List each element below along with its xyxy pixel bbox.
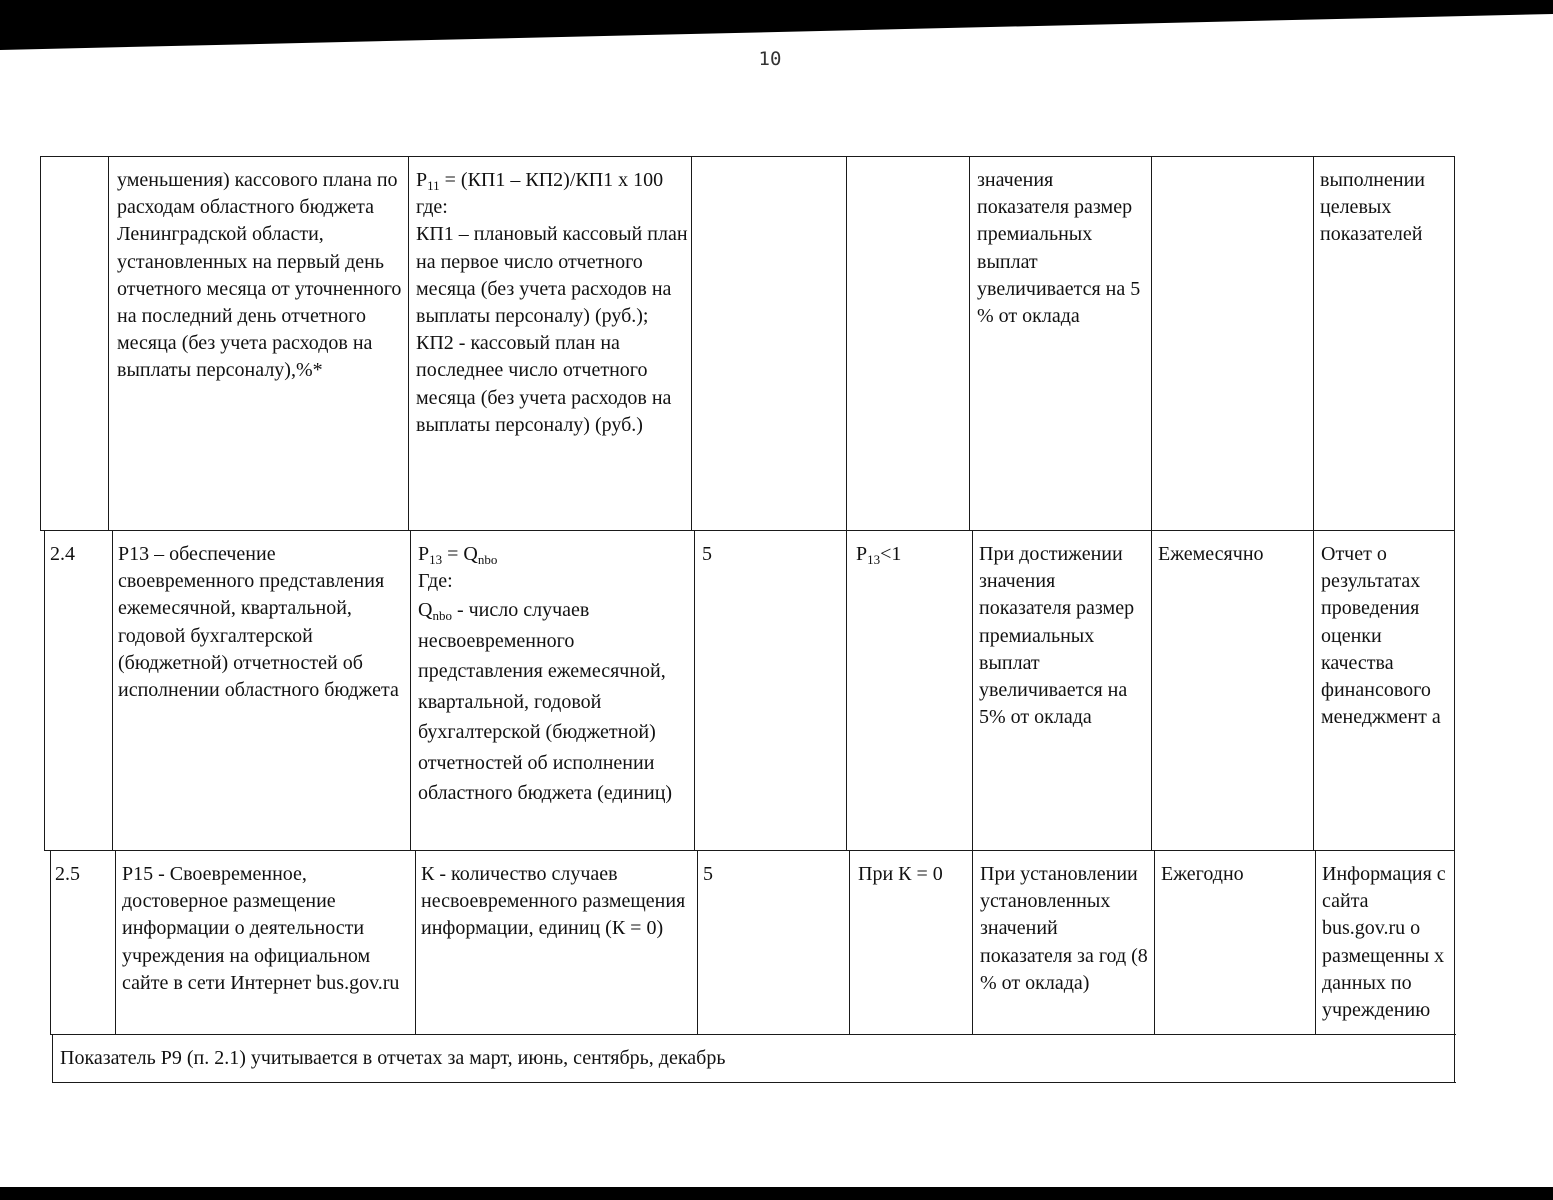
row2-formula-where: Где: bbox=[418, 570, 453, 592]
table-line bbox=[112, 530, 113, 850]
row3-condition-cell: При К = 0 bbox=[858, 863, 943, 885]
row1-formula-where: где: bbox=[416, 196, 448, 219]
table-line bbox=[849, 850, 850, 1034]
row1-indicator-cell: уменьшения) кассового плана по расходам областного бюджета Ленинградской области, установленных на первый день отчетного месяца от уточненного на последний день отчетного месяца (без учета расходов на выплаты персоналу),%* bbox=[117, 169, 402, 382]
table-line bbox=[50, 1034, 1456, 1035]
row1-premium-cell: значения показателя размер премиальных выплат увеличивается на 5 % от оклада bbox=[977, 169, 1141, 328]
row1-formula-kp2: КП2 - кассовый план на последнее число отчетного месяца (без учета расходов на выплаты персоналу) (руб.) bbox=[416, 332, 672, 436]
row3-weight-cell: 5 bbox=[703, 863, 713, 885]
row3-indicator-cell: Р15 - Своевременное, достоверное размещение информации о деятельности учреждения на официальном сайте в сети Интернет bus.gov.ru bbox=[122, 863, 400, 994]
table-line bbox=[40, 530, 1455, 531]
table-line bbox=[108, 156, 109, 530]
row2-weight-cell: 5 bbox=[702, 543, 712, 565]
table-line bbox=[52, 1034, 53, 1082]
row2-formula-cell bbox=[418, 541, 693, 809]
table-line bbox=[694, 530, 695, 850]
row1-source-cell: выполнении целевых показателей bbox=[1320, 169, 1425, 246]
table-line bbox=[50, 850, 51, 1034]
row2-source-cell: Отчет о результатах проведения оценки качества финансового менеджмент а bbox=[1321, 543, 1441, 729]
table-line bbox=[410, 530, 411, 850]
row3-formula-cell: К - количество случаев несвоевременного размещения информации, единиц (К = 0) bbox=[421, 863, 686, 940]
table-line bbox=[52, 1082, 1456, 1083]
table-line bbox=[969, 156, 970, 530]
row3-source-cell: Информация с сайта bus.gov.ru о размещенны х данных по учреждению bbox=[1322, 863, 1446, 1022]
row2-condition-cell: $P_{13}<1$ bbox=[856, 543, 902, 567]
row1-formula-kp1: КП1 – плановый кассовый план на первое число отчетного месяца (без учета расходов на выплаты персоналу) (руб.); bbox=[416, 223, 688, 328]
row3-premium-cell: При установлении установленных значений показателя за год (8 % от оклада) bbox=[980, 863, 1148, 994]
table-line bbox=[415, 850, 416, 1034]
table-line bbox=[40, 156, 41, 530]
row2-period-cell: Ежемесячно bbox=[1158, 543, 1264, 565]
table-line bbox=[40, 156, 1455, 157]
row2-premium-cell: При достижении значения показателя размер премиальных выплат увеличивается на 5% от оклада bbox=[979, 543, 1135, 729]
row2-indicator-cell: Р13 – обеспечение своевременного представления ежемесячной, квартальной, годовой бухгалтерской (бюджетной) отчетностей об исполнении областного бюджета bbox=[118, 543, 399, 702]
row2-number-cell: 2.4 bbox=[50, 543, 75, 565]
row1-formula-line: $P_{11} = (КП1 - КП2)/КП1$ х 100 bbox=[416, 169, 664, 193]
row2-formula-line: $P_{13} = Q_{nbo}$ bbox=[418, 543, 498, 567]
table-line bbox=[1151, 156, 1152, 850]
row3-period-cell: Ежегодно bbox=[1161, 863, 1244, 885]
table-line bbox=[408, 156, 409, 530]
row2-formula-q: $Q_{nbo}$ - число случаев несвоевременного представления ежемесячной, квартальной, годовой бухгалтерской (бюджетной) отчетностей об исполнении областного бюджета (единиц) bbox=[418, 599, 673, 804]
table-line bbox=[1313, 156, 1314, 850]
table-line bbox=[44, 530, 45, 850]
table-line bbox=[1154, 850, 1155, 1034]
table-line bbox=[115, 850, 116, 1034]
table-line bbox=[1315, 850, 1316, 1034]
table-line bbox=[846, 156, 847, 850]
table-line bbox=[44, 850, 1455, 851]
row1-formula-cell bbox=[416, 167, 692, 439]
table-line bbox=[697, 850, 698, 1034]
row3-number-cell: 2.5 bbox=[55, 863, 80, 885]
table-line bbox=[972, 530, 973, 1034]
table-line bbox=[1454, 156, 1455, 1082]
page-number: 10 bbox=[758, 48, 782, 70]
table-footnote: Показатель Р9 (п. 2.1) учитывается в отчетах за март, июнь, сентябрь, декабрь bbox=[60, 1047, 726, 1069]
